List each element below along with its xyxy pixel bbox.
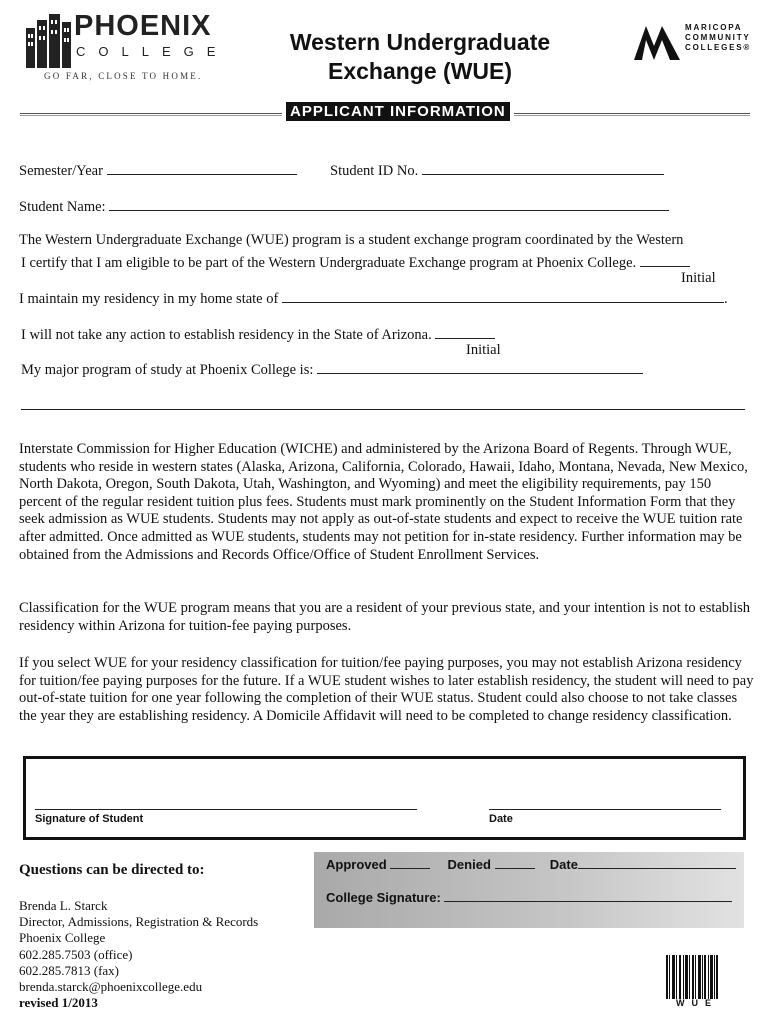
title-line-2: Exchange (WUE) (327, 58, 513, 84)
major-row (21, 359, 643, 379)
certify-initial-input[interactable] (640, 252, 690, 267)
contact-office-phone: 602.285.7503 (office) (19, 946, 133, 962)
revised-date: revised 1/2013 (19, 995, 98, 1011)
certify-text: I certify that I am eligible to be part of the Western Undergraduate Exchange program at Phoenix College. (21, 255, 637, 271)
college-word: COLLEGE (76, 44, 229, 59)
residency-row: I maintain my residency in my home state of . (19, 288, 728, 308)
semester-label: Semester/Year (19, 163, 103, 179)
barcode-icon (666, 955, 718, 999)
student-signature-input[interactable] (35, 809, 417, 810)
home-state-input[interactable] (282, 288, 724, 303)
approved-input[interactable] (390, 857, 430, 869)
body-paragraph-2: Classification for the WUE program means that you are a resident of your previous state, and your intention is not to establish residency within Arizona for tuition-fee paying purposes. (19, 600, 751, 634)
approval-row (326, 857, 736, 872)
residency-text: I maintain my residency in my home state of (19, 291, 279, 307)
signature-box (23, 756, 746, 840)
barcode-label: WUE (676, 998, 718, 1008)
body-paragraph-1: Interstate Commission for Higher Education (WICHE) and administered by the Arizona Board of Regents. Through WUE, students who reside in western states (Alaska, Arizona, California, Colorado, Hawaii, Idaho, Montana, Nevada, New Mexico, North Dakota, Oregon, South Dakota, Utah, Washington, and Wyoming) and meet the eligibility requirements, pay 150 percent of the regular resident tuition plus fees. Students must mark prominently on the Student Information Form that they seek admission as WUE students. Students may not apply as out-of-state students and expect to receive the WUE tuition rate after admitted. Once admitted as WUE students, students may not petition for in-state residency. Further information may be obtained from the Admissions and Records Office/Office of Student Enrollment Services. (19, 441, 748, 563)
college-signature-row (326, 890, 732, 905)
title-line-1: Western Undergraduate (289, 29, 551, 55)
college-name: PHOENIX (74, 10, 212, 42)
signature-date-input[interactable] (489, 809, 721, 810)
student-id-label: Student ID No. (330, 163, 419, 179)
no-action-text: I will not take any action to establish residency in the State of Arizona. (21, 327, 432, 343)
signature-date-label: Date (489, 813, 513, 825)
document-title (255, 28, 585, 86)
denied-input[interactable] (495, 857, 535, 869)
contact-email[interactable]: brenda.starck@phoenixcollege.edu (19, 979, 203, 995)
semester-row (19, 160, 297, 180)
college-signature-input[interactable] (444, 890, 732, 902)
section-heading: APPLICANT INFORMATION (282, 102, 514, 121)
student-signature-label: Signature of Student (35, 813, 144, 825)
form-divider (21, 409, 745, 410)
student-name-row (19, 196, 669, 216)
no-action-row (21, 324, 495, 344)
initial-label-1: Initial (681, 270, 716, 286)
major-input[interactable] (317, 359, 643, 374)
certify-row (21, 252, 690, 272)
body-paragraph-3: If you select WUE for your residency classification for tuition/fee paying purposes, you may not establish Arizona residency for tuition/fee paying purposes for the future. If a WUE student wishes to later establish residency, the student will need to pay out-of-state tuition for one year following the completion of their WUE status. Student could also choose to not take classes the year they are establishing residency. A Domicile Affidavit will need to be completed to change residency classification. (19, 655, 754, 724)
student-name-input[interactable] (109, 196, 669, 211)
student-id-input[interactable] (422, 160, 664, 175)
contact-fax: 602.285.7813 (fax) (19, 962, 120, 978)
contact-name: Brenda L. Starck (19, 898, 108, 913)
college-tagline: GO FAR, CLOSE TO HOME. (44, 71, 203, 81)
contact-title: Director, Admissions, Registration & Records (19, 914, 259, 930)
no-action-initial-input[interactable] (435, 324, 495, 339)
approval-date-input[interactable] (578, 857, 736, 869)
intro-text: The Western Undergraduate Exchange (WUE) program is a student exchange program coordinated by the Western (19, 232, 684, 248)
approval-date-label: Date (549, 857, 578, 872)
contact-org: Phoenix College (19, 930, 106, 946)
student-id-row (330, 160, 664, 180)
approved-label: Approved (326, 857, 387, 872)
college-signature-label: College Signature: (326, 890, 441, 905)
denied-label: Denied (447, 857, 491, 872)
semester-input[interactable] (107, 160, 297, 175)
student-name-label: Student Name: (19, 199, 106, 215)
initial-label-2: Initial (466, 342, 501, 358)
maricopa-text: MARICOPA COMMUNITY COLLEGES® (685, 23, 752, 52)
contact-block (19, 898, 258, 1011)
maricopa-logo-icon (632, 22, 682, 62)
questions-heading: Questions can be directed to: (19, 862, 205, 878)
major-text: My major program of study at Phoenix College is: (21, 362, 314, 378)
